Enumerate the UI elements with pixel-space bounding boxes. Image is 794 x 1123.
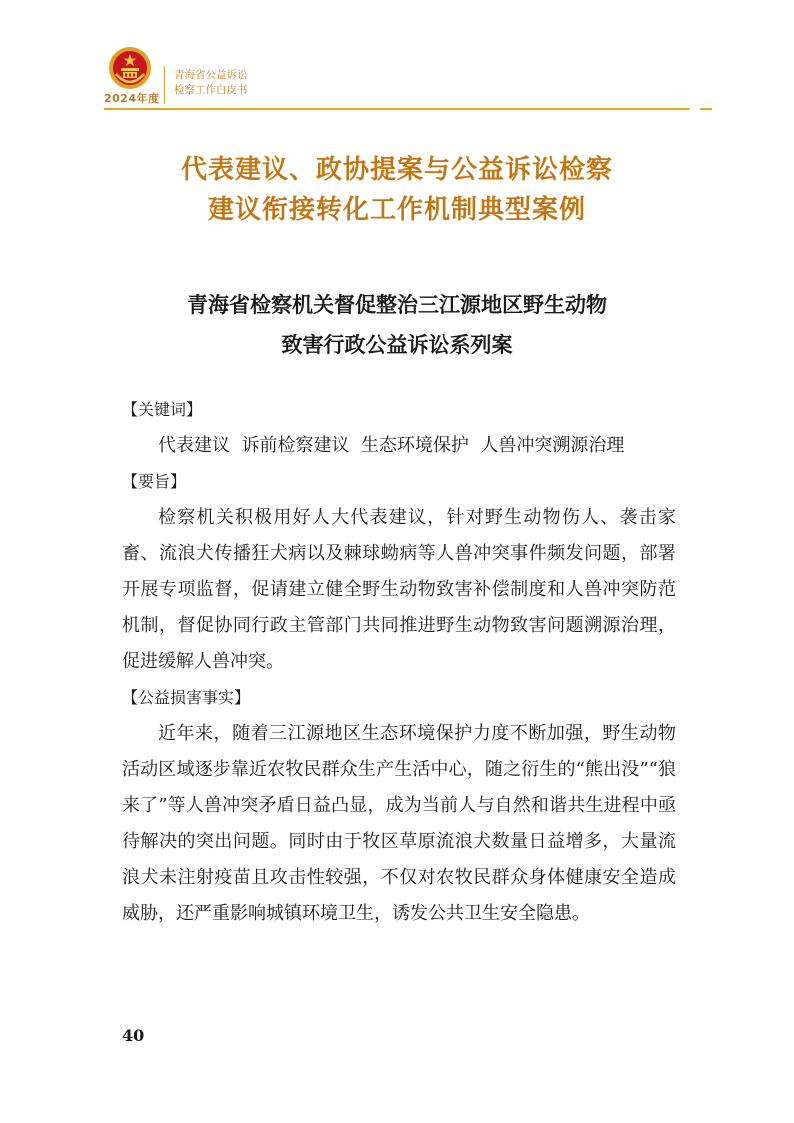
keywords-label: 【关键词】: [122, 400, 203, 419]
header-rule: [104, 108, 690, 110]
facts-label: 【公益损害事实】: [122, 688, 251, 707]
case-title-line-1: 青海省检察机关督促整治三江源地区野生动物: [187, 292, 607, 317]
page-header: [104, 42, 712, 112]
main-title-line-2: 建议衔接转化工作机制典型案例: [207, 195, 586, 225]
article-body: [122, 392, 676, 932]
case-title-line-2: 致害行政公益诉讼系列案: [281, 332, 513, 357]
case-title: [0, 285, 794, 365]
summary-label: 【要旨】: [122, 472, 187, 491]
header-year: 2024年度: [104, 92, 160, 105]
page-number: 40: [122, 1026, 145, 1045]
main-title-line-1: 代表建议、政协提案与公益诉讼检察: [180, 155, 613, 185]
header-title-line-1: 青海省公益诉讼: [174, 69, 248, 81]
header-rule-dash: [700, 108, 712, 110]
header-divider: [164, 66, 165, 104]
summary-text: 检察机关积极用好人大代表建议，针对野生动物伤人、袭击家畜、流浪犬传播狂犬病以及棘球蚴病等人兽冲突事件频发问题，部署开展专项监督，促请建立健全野生动物致害补偿制度和人兽冲突防范机制，督促协同行政主管部门共同推进野生动物致害问题溯源治理，促进缓解人兽冲突。: [122, 507, 676, 672]
header-title-line-2: 检察工作白皮书: [174, 84, 248, 96]
facts-text: 近年来，随着三江源地区生态环境保护力度不断加强，野生动物活动区域逐步靠近农牧民群众生产生活中心，随之衍生的“熊出没”“狼来了”等人兽冲突矛盾日益凸显，成为当前人与自然和谐共生进程中亟待解决的突出问题。同时由于牧区草原流浪犬数量日益增多，大量流浪犬未注射疫苗且攻击性较强，不仅对农牧民群众身体健康安全造成威胁，还严重影响城镇环境卫生，诱发公共卫生安全隐患。: [122, 723, 676, 924]
national-emblem-icon: [108, 46, 152, 90]
header-title: [174, 68, 248, 98]
keywords-text: 代表建议 诉前检察建议 生态环境保护 人兽冲突溯源治理: [158, 435, 625, 456]
main-title: [0, 150, 794, 230]
